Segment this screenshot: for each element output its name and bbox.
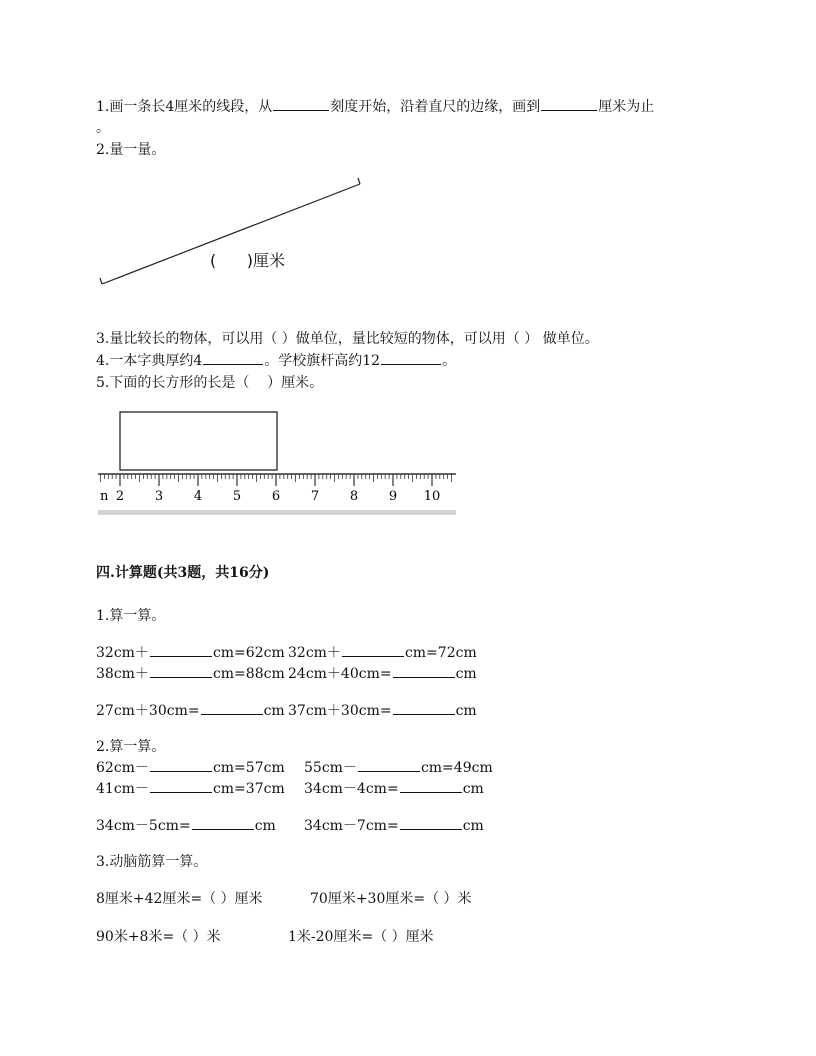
expr-right: cm=72cm	[404, 645, 477, 661]
answer-blank[interactable]	[150, 644, 212, 657]
segment-figure	[90, 172, 380, 297]
expr-left: 38cm＋	[96, 666, 149, 682]
expr-left: 41cm－	[96, 781, 149, 797]
ruler-number: 2	[115, 489, 125, 504]
ruler-ticks	[101, 474, 452, 486]
ruler-unit-label: n	[100, 489, 109, 504]
section-heading: 四.计算题(共3题，共16分)	[96, 565, 270, 581]
expr-right: cm	[455, 666, 477, 682]
answer-blank[interactable]	[400, 817, 462, 830]
calc-2-title: 2.算一算。	[96, 739, 166, 755]
expr-right: cm=49cm	[420, 760, 493, 776]
answer-blank[interactable]	[150, 780, 212, 793]
answer-blank[interactable]	[393, 665, 455, 678]
expr-left: 37cm＋30cm=	[288, 703, 392, 719]
ruler-number: 8	[349, 489, 359, 504]
calc-row	[96, 665, 285, 683]
q1-text-b: 刻度开始，沿着直尺的边缘，画到	[330, 99, 541, 115]
rectangle-shape	[120, 412, 277, 470]
segment-answer-label: ( )厘米	[210, 251, 286, 270]
ruler-figure	[98, 408, 458, 520]
calc-1-title: 1.算一算。	[96, 608, 166, 624]
q4-text-b: 。学校旗杆高约12	[264, 353, 381, 369]
calc-row	[304, 780, 484, 798]
calc-expression: 70厘米+30厘米=（ ）米	[310, 891, 472, 907]
expr-left: 34cm－4cm=	[304, 781, 399, 797]
expr-right: cm=57cm	[212, 760, 285, 776]
ruler-number: 3	[154, 489, 164, 504]
expr-left: 32cm＋	[96, 645, 149, 661]
answer-blank[interactable]	[273, 98, 329, 111]
calc-expression: 90米+8米=（ ）米	[96, 929, 221, 945]
answer-blank[interactable]	[358, 759, 420, 772]
answer-blank[interactable]	[342, 644, 404, 657]
expr-right: cm	[254, 818, 276, 834]
q1-continuation: 。	[96, 120, 110, 136]
q1-text-c: 厘米为止	[598, 99, 655, 115]
answer-blank[interactable]	[393, 702, 455, 715]
question-1	[96, 98, 654, 116]
ruler-numbers	[116, 489, 440, 504]
answer-blank[interactable]	[400, 780, 462, 793]
question-5: 5.下面的长方形的长是（ ）厘米。	[96, 375, 324, 391]
q4-text-a: 4.一本字典厚约4	[96, 353, 203, 369]
calc-expression: 1米-20厘米=（ ）厘米	[288, 929, 434, 945]
answer-blank[interactable]	[541, 98, 597, 111]
calc-row	[96, 817, 276, 835]
answer-blank[interactable]	[201, 702, 263, 715]
ruler-number: 10	[423, 489, 441, 504]
calc-row	[304, 759, 493, 777]
ruler-number: 6	[271, 489, 281, 504]
calc-row	[96, 759, 285, 777]
calc-row	[96, 702, 285, 720]
expr-right: cm	[455, 703, 477, 719]
answer-blank[interactable]	[150, 665, 212, 678]
calc-row	[96, 644, 285, 662]
calc-expression: 8厘米+42厘米=（ ）厘米	[96, 891, 263, 907]
ruler-number: 4	[193, 489, 203, 504]
calc-3-title: 3.动脑筋算一算。	[96, 854, 208, 870]
ruler-number: 9	[388, 489, 398, 504]
answer-blank[interactable]	[203, 352, 263, 365]
expr-right: cm=37cm	[212, 781, 285, 797]
calc-row	[96, 780, 285, 798]
ruler-number: 7	[310, 489, 320, 504]
segment-end-tick	[358, 178, 360, 184]
calc-row	[288, 644, 477, 662]
expr-left: 32cm＋	[288, 645, 341, 661]
question-4	[96, 352, 456, 370]
q4-text-c: 。	[442, 353, 457, 369]
expr-right: cm	[462, 818, 484, 834]
expr-right: cm=88cm	[212, 666, 285, 682]
calc-row	[288, 702, 477, 720]
expr-left: 27cm＋30cm=	[96, 703, 200, 719]
question-3: 3.量比较长的物体，可以用（ ）做单位，量比较短的物体，可以用（ ） 做单位。	[96, 331, 599, 347]
expr-left: 62cm－	[96, 760, 149, 776]
ruler-bottom-edge	[98, 510, 456, 515]
expr-right: cm=62cm	[212, 645, 285, 661]
q1-text-a: 1.画一条长4厘米的线段，从	[96, 99, 273, 115]
question-2: 2.量一量。	[96, 142, 166, 158]
answer-blank[interactable]	[150, 759, 212, 772]
expr-right: cm	[462, 781, 484, 797]
calc-row	[288, 665, 477, 683]
ruler-number: 5	[232, 489, 242, 504]
expr-left: 24cm＋40cm=	[288, 666, 392, 682]
expr-left: 34cm－7cm=	[304, 818, 399, 834]
expr-right: cm	[263, 703, 285, 719]
expr-left: 55cm－	[304, 760, 357, 776]
segment-end-tick	[100, 278, 102, 284]
expr-left: 34cm－5cm=	[96, 818, 191, 834]
answer-blank[interactable]	[381, 352, 441, 365]
calc-row	[304, 817, 484, 835]
answer-blank[interactable]	[192, 817, 254, 830]
